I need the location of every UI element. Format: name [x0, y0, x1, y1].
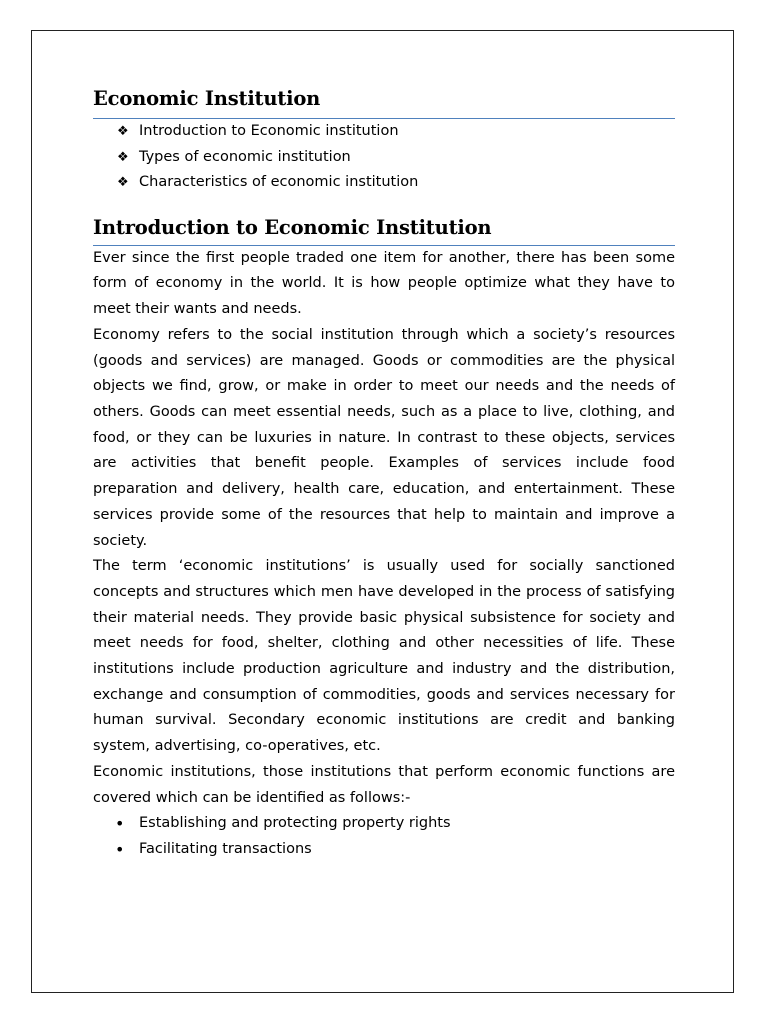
outline-item [93, 145, 675, 171]
paragraph: Ever since the first people traded one item for another, there has been some form of economy in the world. It is how people optimize what they have to meet their wants and needs. [93, 249, 675, 318]
diamond-bullet-icon: ❖ [117, 149, 129, 165]
dot-bullet-icon: • [115, 839, 125, 859]
document-body [93, 84, 675, 862]
functions-item [93, 811, 675, 837]
outline-item [93, 119, 675, 145]
heading-introduction: Introduction to Economic Institution [93, 213, 675, 246]
paragraph: The term ‘economic institutions’ is usually used for socially sanctioned concepts and structures which men have developed in the process of satisfying their material needs. They provide basic physical subsistence for society and meet needs for food, shelter, clothing and other necessities of life. These institutions include production agriculture and industry and the distribution, exchange and consumption of commodities, goods and services necessary for human survival. Secondary economic institutions are credit and banking system, advertising, co-operatives, etc. [93, 558, 675, 755]
diamond-bullet-icon: ❖ [117, 175, 129, 191]
functions-item-text: Facilitating transactions [139, 840, 312, 857]
outline-item-text: Types of economic institution [139, 148, 351, 165]
outline-item [93, 170, 675, 196]
functions-item-text: Establishing and protecting property rights [139, 815, 451, 832]
paragraph: Economy refers to the social institution through which a society’s resources (goods and services) are managed. Goods or commodities are the physical objects we find, grow, or make in order to meet our needs and the needs of others. Goods can meet essential needs, such as a place to live, clothing, and food, or they can be luxuries in nature. In contrast to these objects, services are activities that benefit people. Examples of services include food preparation and delivery, health care, education, and entertainment. These services provide some of the resources that help to maintain and improve a society. [93, 326, 675, 549]
heading-economic-institution: Economic Institution [93, 84, 675, 119]
paragraph: Economic institutions, those institutions that perform economic functions are covered which can be identified as follows:- [93, 763, 675, 806]
functions-list [93, 811, 675, 862]
functions-item [93, 837, 675, 863]
outline-item-text: Characteristics of economic institution [139, 174, 419, 191]
outline-item-text: Introduction to Economic institution [139, 123, 399, 139]
dot-bullet-icon: • [115, 814, 125, 834]
diamond-bullet-icon: ❖ [117, 124, 129, 139]
outline-list [93, 119, 675, 196]
